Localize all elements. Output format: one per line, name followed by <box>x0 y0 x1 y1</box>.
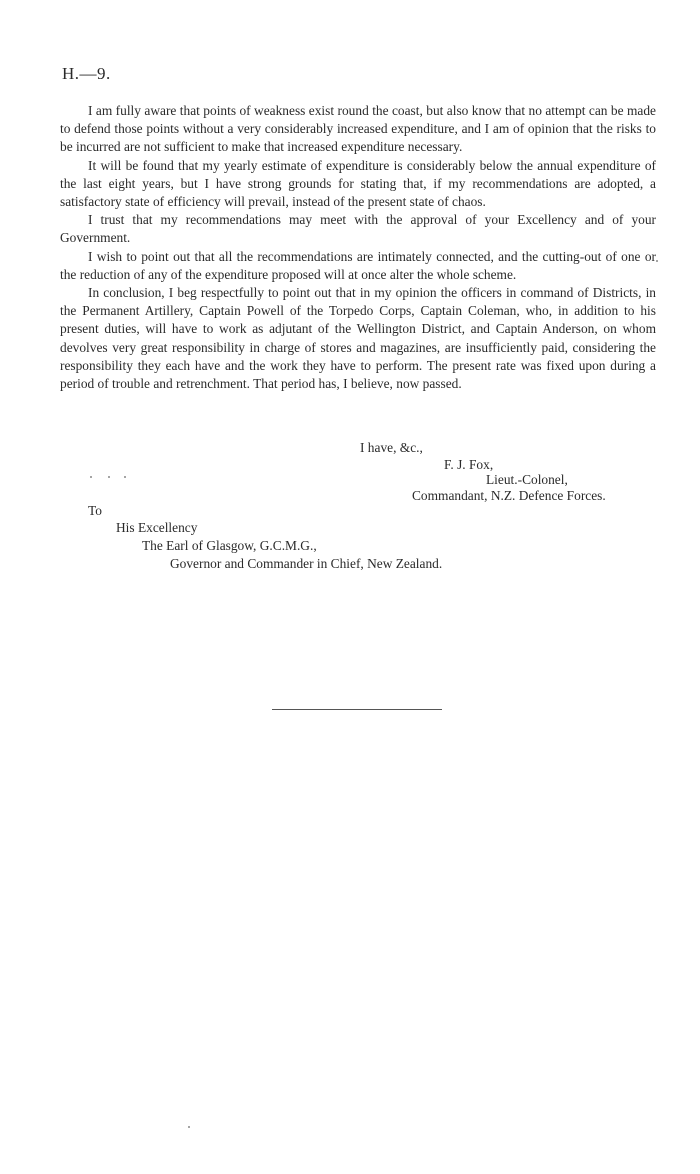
ink-speck <box>124 476 126 478</box>
signature-title: Commandant, N.Z. Defence Forces. <box>412 488 606 503</box>
ink-speck <box>108 476 110 478</box>
closing-rule <box>272 709 442 710</box>
signature-greeting: I have, &c., <box>360 440 423 455</box>
ink-speck <box>90 476 92 478</box>
letter-body <box>60 102 656 393</box>
signature-rank: Lieut.-Colonel, <box>486 472 568 487</box>
page-reference: H.—9. <box>62 64 111 83</box>
paragraph-approval: I trust that my recommendations may meet with the approval of your Excellency and of your Government. <box>60 212 656 246</box>
ink-speck <box>188 1126 190 1128</box>
address-line-2: The Earl of Glasgow, G.C.M.G., <box>142 538 317 553</box>
paragraph-connected: I wish to point out that all the recommendations are intimately connected, and the cutting-out of one or the reduction of any of the expenditure proposed will at once alter the whole scheme. <box>60 248 656 282</box>
ink-speck <box>656 260 658 262</box>
paragraph-weakness: I am fully aware that points of weakness exist round the coast, but also know that no attempt can be made to defend those points without a very considerably increased expenditure, and I am of opinion that the risks to be incurred are not sufficient to make that increased expenditure necessary. <box>60 103 656 155</box>
signature-name: F. J. Fox, <box>444 457 494 472</box>
address-line-1: His Excellency <box>116 520 198 535</box>
address-line-3: Governor and Commander in Chief, New Zealand. <box>170 556 443 571</box>
paragraph-estimate: It will be found that my yearly estimate of expenditure is considerably below the annual expenditure of the last eight years, but I have strong grounds for stating that, if my recommendations are adopted, a satisfactory state of efficiency will prevail, instead of the present state of chaos. <box>60 157 656 210</box>
paragraph-conclusion: In conclusion, I beg respectfully to point out that in my opinion the officers in command of Districts, in the Permanent Artillery, Captain Powell of the Torpedo Corps, Captain Coleman, who, in addition to his present duties, will have to work as adjutant of the Wellington District, and Captain Anderson, on whom devolves very great responsibility in charge of stores and magazines, are insufficiently paid, considering the responsibility they each have and the work they have to perform. The present rate was fixed upon during a period of trouble and retrenchment. That period has, I believe, now passed. <box>60 285 656 392</box>
address-to: To <box>88 503 102 518</box>
